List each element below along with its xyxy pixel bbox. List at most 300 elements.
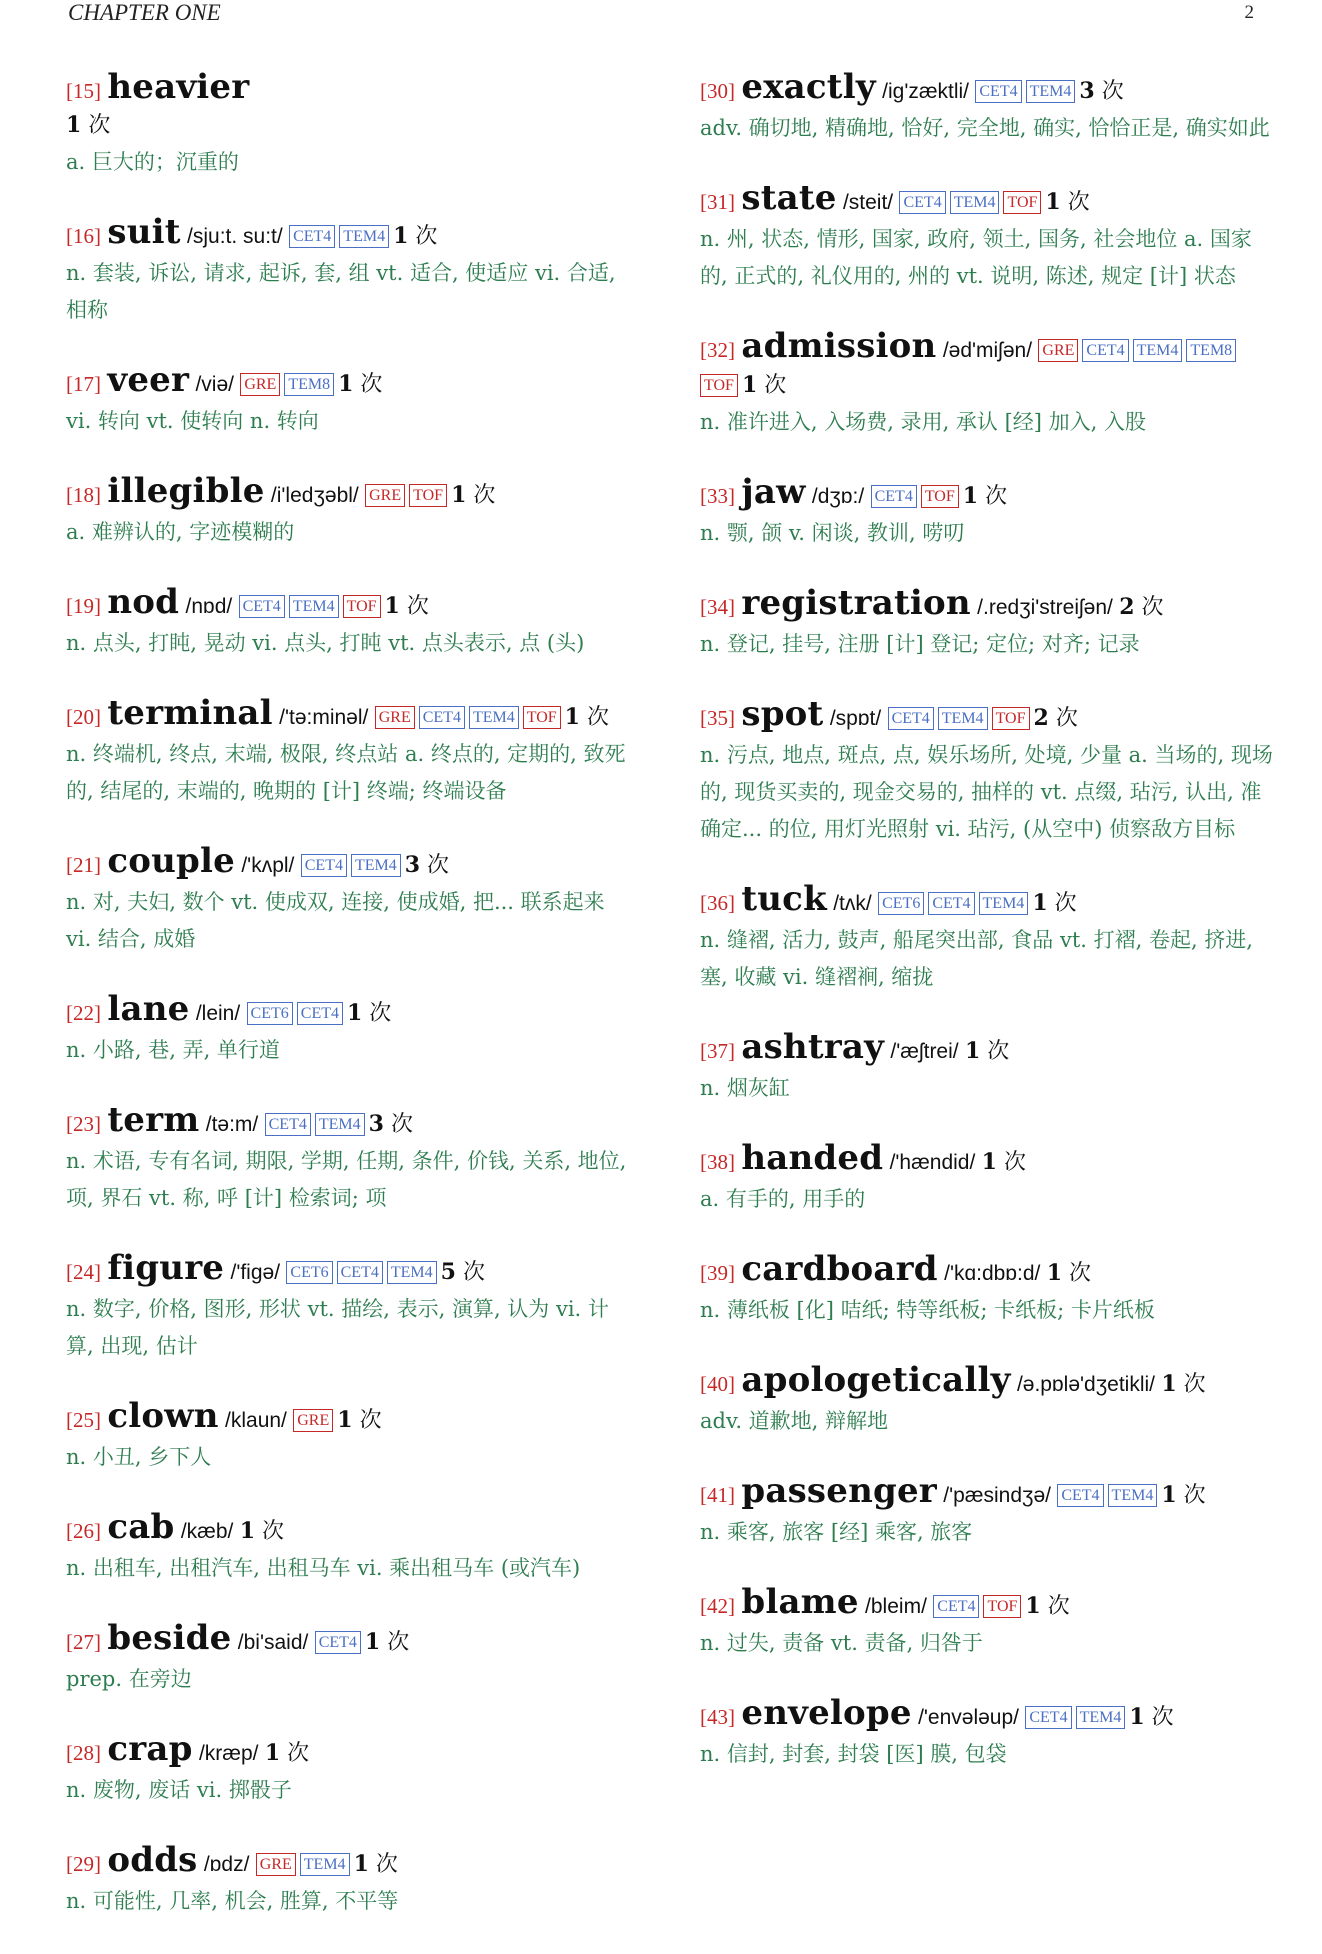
frequency: [1032, 891, 1076, 916]
frequency: [1047, 1261, 1091, 1286]
exam-tag-gre: GRE: [256, 1853, 296, 1876]
phonetic: /'tə:minəl/: [279, 706, 369, 729]
definition: n. 小丑, 乡下人: [66, 1445, 212, 1469]
entry-headline: [66, 360, 636, 402]
headword: registration: [741, 583, 971, 623]
frequency-count: 1: [1045, 189, 1061, 215]
entry-headline: [700, 1471, 1275, 1513]
headword: suit: [107, 212, 181, 252]
exam-tag-cet6: CET6: [286, 1261, 332, 1284]
exam-tag-tem4: TEM4: [300, 1853, 350, 1876]
entry-number: [30]: [700, 79, 735, 103]
frequency-count: 3: [368, 1111, 384, 1137]
entry-headline: [66, 989, 636, 1031]
exam-tag-gre: GRE: [293, 1409, 333, 1432]
frequency-unit: 次: [764, 373, 787, 398]
definition: vi. 转向 vt. 使转向 n. 转向: [66, 409, 319, 433]
vocab-entry: [700, 1693, 1275, 1773]
exam-tag-cet4: CET4: [1057, 1484, 1103, 1507]
exam-tag-cet6: CET6: [878, 892, 924, 915]
entry-headline: [66, 1729, 636, 1771]
phonetic: /dʒɒ:/: [811, 485, 865, 508]
definition: n. 对, 夫妇, 数个 vt. 使成双, 连接, 使成婚, 把... 联系起来 vi. 结合, 成婚: [66, 890, 605, 951]
frequency-count: 1: [346, 1000, 363, 1026]
vocab-entry: [66, 1840, 636, 1920]
frequency-unit: 次: [1003, 1150, 1026, 1175]
definition: n. 小路, 巷, 弄, 单行道: [66, 1038, 280, 1062]
entry-number: [43]: [700, 1705, 735, 1729]
vocab-entry: [700, 1582, 1275, 1662]
exam-tag-tem8: TEM8: [284, 373, 334, 396]
frequency: [1034, 706, 1078, 731]
phonetic: /tə:m/: [205, 1113, 259, 1136]
exam-tag-tem4: TEM4: [351, 854, 401, 877]
definition: n. 缝褶, 活力, 鼓声, 船尾突出部, 食品 vt. 打褶, 卷起, 挤进, 塞, 收藏 vi. 缝褶裥, 缩拢: [700, 928, 1253, 989]
exam-tag-cet4: CET4: [265, 1113, 311, 1136]
vocab-entry: [700, 1471, 1275, 1551]
exam-tag-cet4: CET4: [888, 707, 934, 730]
entry-number: [34]: [700, 595, 735, 619]
frequency-unit: 次: [359, 1408, 382, 1433]
entry-headline: [66, 1396, 636, 1438]
frequency-unit: 次: [473, 483, 496, 508]
phonetic: /bi'said/: [237, 1631, 309, 1654]
exam-tag-gre: GRE: [365, 484, 405, 507]
frequency: [365, 1630, 409, 1655]
frequency-count: 1: [964, 1038, 981, 1064]
frequency-unit: 次: [387, 1630, 410, 1655]
frequency-count: 1: [264, 1740, 281, 1766]
definition: n. 污点, 地点, 斑点, 点, 娱乐场所, 处境, 少量 a. 当场的, 现场的, 现货买卖的, 现金交易的, 抽样的 vt. 点缀, 玷污, 认出, 准确定... 的位, 用灯光照射 vi. 玷污, (从空中) 侦察敌方目标: [700, 743, 1273, 841]
frequency-count: 1: [1161, 1371, 1177, 1397]
frequency-unit: 次: [375, 1852, 398, 1877]
phonetic: /nɒd/: [185, 595, 233, 618]
vocab-entry: [700, 1027, 1275, 1107]
entry-number: [32]: [700, 338, 735, 362]
headword: exactly: [741, 67, 876, 107]
phonetic: /bleim/: [865, 1595, 927, 1618]
entry-number: [22]: [66, 1001, 101, 1025]
vocab-entry: [66, 1248, 636, 1365]
frequency: [393, 224, 437, 249]
entry-number: [17]: [66, 372, 101, 396]
frequency-unit: 次: [1151, 1705, 1174, 1730]
frequency-count: 1: [1129, 1704, 1145, 1730]
entry-number: [31]: [700, 190, 735, 214]
page-header: [68, 0, 1254, 30]
phonetic: /'æʃtrei/: [890, 1040, 959, 1063]
entry-number: [33]: [700, 484, 735, 508]
frequency: [965, 1039, 1009, 1064]
phonetic: /'pæsindʒə/: [943, 1484, 1051, 1507]
exam-tag-tof: TOF: [700, 374, 738, 397]
frequency-count: 5: [440, 1259, 456, 1285]
frequency-unit: 次: [427, 853, 450, 878]
frequency: [265, 1741, 309, 1766]
vocab-entry: [66, 1507, 636, 1587]
vocab-entry: [66, 841, 636, 958]
exam-tag-cet4: CET4: [975, 80, 1021, 103]
definition: n. 术语, 专有名词, 期限, 学期, 任期, 条件, 价钱, 关系, 地位, 项, 界石 vt. 称, 呼 [计] 检索词; 项: [66, 1149, 627, 1210]
frequency-count: 3: [1079, 78, 1095, 104]
headword: couple: [107, 841, 235, 881]
headword: figure: [107, 1248, 225, 1288]
vocab-entry: [700, 67, 1275, 147]
vocab-entry: [700, 583, 1275, 663]
definition: n. 点头, 打盹, 晃动 vi. 点头, 打盹 vt. 点头表示, 点 (头): [66, 631, 585, 655]
entry-headline: [700, 1693, 1275, 1735]
phonetic: /'kɑ:dbɒ:d/: [944, 1262, 1041, 1285]
vocab-entry: [700, 178, 1275, 295]
exam-tag-tof: TOF: [409, 484, 447, 507]
vocab-entry: [66, 212, 636, 329]
definition: n. 信封, 封套, 封袋 [医] 膜, 包袋: [700, 1742, 1007, 1766]
frequency-unit: 次: [1047, 1594, 1070, 1619]
frequency: [1161, 1372, 1205, 1397]
phonetic: /spɒt/: [829, 707, 882, 730]
entry-headline: [66, 841, 636, 883]
exam-tag-cet4: CET4: [315, 1631, 361, 1654]
definition: n. 烟灰缸: [700, 1076, 790, 1100]
vocab-entry: [66, 67, 636, 181]
entry-number: [16]: [66, 224, 101, 248]
exam-tag-cet4: CET4: [928, 892, 974, 915]
headword: passenger: [741, 1471, 937, 1511]
phonetic: /ɒdz/: [203, 1853, 250, 1876]
exam-tag-gre: GRE: [375, 706, 415, 729]
phonetic: /tʌk/: [833, 892, 872, 915]
entry-headline: [700, 178, 1275, 220]
entry-number: [26]: [66, 1519, 101, 1543]
headword: illegible: [107, 471, 265, 511]
entry-headline: [66, 582, 636, 624]
frequency-count: 1: [364, 1629, 381, 1655]
frequency-unit: 次: [1067, 190, 1090, 215]
entry-number: [15]: [66, 79, 101, 103]
frequency-unit: 次: [1183, 1372, 1206, 1397]
phonetic: /kræp/: [198, 1742, 259, 1765]
headword: terminal: [107, 693, 273, 733]
entry-number: [37]: [700, 1039, 735, 1063]
exam-tag-tof: TOF: [343, 595, 381, 618]
vocab-entry: [66, 471, 636, 551]
frequency-count: 1: [393, 223, 409, 249]
frequency: [1025, 1594, 1069, 1619]
frequency-count: 1: [384, 593, 400, 619]
headword: cardboard: [741, 1249, 938, 1289]
frequency: [1119, 595, 1163, 620]
vocab-entry: [66, 1396, 636, 1476]
frequency-unit: 次: [1069, 1261, 1092, 1286]
entry-number: [40]: [700, 1372, 735, 1396]
exam-tag-tof: TOF: [983, 1595, 1021, 1618]
frequency-count: 3: [404, 852, 421, 878]
headword: blame: [741, 1582, 859, 1622]
phonetic: /.redʒi'streiʃən/: [977, 596, 1113, 619]
exam-tag-tem4: TEM4: [315, 1113, 365, 1136]
frequency-unit: 次: [369, 1001, 392, 1026]
frequency: [963, 484, 1007, 509]
definition: n. 登记, 挂号, 注册 [计] 登记; 定位; 对齐; 记录: [700, 632, 1140, 656]
exam-tag-cet4: CET4: [337, 1261, 383, 1284]
entry-number: [42]: [700, 1594, 735, 1618]
definition: n. 薄纸板 [化] 咭纸; 特等纸板; 卡纸板; 卡片纸板: [700, 1298, 1155, 1322]
phonetic: /'hændid/: [889, 1151, 976, 1174]
frequency: [354, 1852, 398, 1877]
exam-tag-cet4: CET4: [899, 191, 945, 214]
frequency-unit: 次: [1183, 1483, 1206, 1508]
vocab-entry: [66, 693, 636, 810]
exam-tag-cet4: CET4: [1082, 339, 1128, 362]
exam-tag-cet4: CET4: [297, 1002, 343, 1025]
definition: a. 有手的, 用手的: [700, 1187, 866, 1211]
definition: prep. 在旁边: [66, 1667, 192, 1691]
entry-headline: [700, 326, 1275, 403]
entry-headline: [700, 879, 1275, 921]
entry-number: [28]: [66, 1741, 101, 1765]
headword: crap: [107, 1729, 193, 1769]
frequency-count: 1: [1032, 890, 1048, 916]
headword: tuck: [741, 879, 827, 919]
exam-tag-tem4: TEM4: [938, 707, 988, 730]
frequency-unit: 次: [287, 1741, 310, 1766]
entry-number: [35]: [700, 706, 735, 730]
entry-number: [41]: [700, 1483, 735, 1507]
phonetic: /ə.pɒlə'dʒetikli/: [1016, 1373, 1155, 1396]
entry-headline: [700, 1138, 1275, 1180]
definition: n. 可能性, 几率, 机会, 胜算, 不平等: [66, 1889, 399, 1913]
phonetic: /i'ledʒəbl/: [270, 484, 359, 507]
left-column: [66, 67, 636, 1954]
frequency-count: 2: [1033, 705, 1049, 731]
entry-headline: [700, 583, 1275, 625]
exam-tag-tof: TOF: [1003, 191, 1041, 214]
frequency-unit: 次: [88, 113, 111, 138]
entry-headline: [66, 471, 636, 513]
headword: veer: [107, 360, 190, 400]
frequency: [441, 1260, 485, 1285]
entry-number: [25]: [66, 1408, 101, 1432]
entry-headline: [66, 1840, 636, 1882]
entry-headline: [66, 67, 636, 108]
frequency-unit: 次: [360, 372, 383, 397]
phonetic: /əd'miʃən/: [942, 339, 1033, 362]
headword: nod: [107, 582, 180, 622]
frequency-count: 2: [1119, 594, 1135, 620]
exam-tag-tof: TOF: [921, 485, 959, 508]
vocab-entry: [66, 360, 636, 440]
frequency-unit: 次: [586, 705, 609, 730]
definition: adv. 确切地, 精确地, 恰好, 完全地, 确实, 恰恰正是, 确实如此: [700, 116, 1270, 140]
exam-tag-cet4: CET4: [301, 854, 347, 877]
frequency: [565, 705, 609, 730]
frequency: [66, 113, 110, 138]
frequency-unit: 次: [1054, 891, 1077, 916]
definition: n. 废物, 废话 vi. 掷骰子: [66, 1778, 292, 1802]
entry-number: [38]: [700, 1150, 735, 1174]
frequency: [338, 372, 382, 397]
exam-tag-tem8: TEM8: [1186, 339, 1236, 362]
frequency: [240, 1519, 284, 1544]
headword: handed: [741, 1138, 884, 1178]
frequency: [385, 594, 429, 619]
entry-number: [19]: [66, 594, 101, 618]
entry-number: [29]: [66, 1852, 101, 1876]
exam-tag-tem4: TEM4: [289, 595, 339, 618]
frequency: [337, 1408, 381, 1433]
chapter-title: CHAPTER ONE: [68, 0, 221, 25]
frequency-count: 1: [741, 372, 758, 398]
frequency-unit: 次: [462, 1260, 485, 1285]
entry-headline: [700, 67, 1275, 109]
entry-number: [24]: [66, 1260, 101, 1284]
frequency-line: [66, 108, 636, 143]
exam-tag-tem4: TEM4: [1076, 1706, 1126, 1729]
entry-headline: [700, 694, 1275, 736]
page-number: 2: [1244, 2, 1254, 23]
entry-headline: [700, 472, 1275, 514]
definition: a. 巨大的；沉重的: [66, 150, 239, 174]
headword: odds: [107, 1840, 198, 1880]
phonetic: /sju:t. su:t/: [187, 225, 283, 248]
right-column: [700, 67, 1275, 1807]
frequency-count: 1: [353, 1851, 369, 1877]
exam-tag-tem4: TEM4: [469, 706, 519, 729]
entry-headline: [700, 1249, 1275, 1291]
frequency-count: 1: [1161, 1482, 1177, 1508]
definition: n. 准许进入, 入场费, 录用, 承认 [经] 加入, 入股: [700, 410, 1147, 434]
frequency-count: 1: [337, 1407, 353, 1433]
headword: heavier: [107, 67, 250, 107]
definition: n. 终端机, 终点, 末端, 极限, 终点站 a. 终点的, 定期的, 致死的, 结尾的, 末端的, 晚期的 [计] 终端; 终端设备: [66, 742, 626, 803]
frequency-unit: 次: [262, 1519, 285, 1544]
entry-number: [20]: [66, 705, 101, 729]
vocab-entry: [700, 472, 1275, 552]
exam-tag-tem4: TEM4: [979, 892, 1029, 915]
exam-tag-cet4: CET4: [1025, 1706, 1071, 1729]
headword: jaw: [741, 472, 806, 512]
entry-number: [36]: [700, 891, 735, 915]
headword: ashtray: [741, 1027, 885, 1067]
exam-tag-cet4: CET4: [871, 485, 917, 508]
exam-tag-cet4: CET4: [289, 225, 335, 248]
headword: envelope: [741, 1693, 912, 1733]
frequency-count: 1: [962, 483, 979, 509]
frequency-unit: 次: [987, 1039, 1010, 1064]
exam-tag-tem4: TEM4: [1133, 339, 1183, 362]
vocab-entry: [66, 1618, 636, 1698]
frequency-count: 1: [564, 704, 580, 730]
exam-tag-cet4: CET4: [419, 706, 465, 729]
frequency-count: 1: [451, 482, 467, 508]
headword: term: [107, 1100, 200, 1140]
entry-headline: [66, 1507, 636, 1549]
headword: lane: [107, 989, 190, 1029]
definition: a. 难辨认的, 字迹模糊的: [66, 520, 295, 544]
vocab-entry: [66, 1729, 636, 1809]
phonetic: /'figə/: [230, 1261, 281, 1284]
vocab-entry: [66, 989, 636, 1069]
headword: clown: [107, 1396, 219, 1436]
vocab-entry: [700, 326, 1275, 441]
frequency-count: 1: [1046, 1260, 1063, 1286]
definition: n. 出租车, 出租汽车, 出租马车 vi. 乘出租马车 (或汽车): [66, 1556, 581, 1580]
frequency: [405, 853, 449, 878]
frequency-unit: 次: [406, 594, 429, 619]
frequency: [369, 1112, 413, 1137]
frequency-count: 1: [338, 371, 354, 397]
definition: n. 套装, 诉讼, 请求, 起诉, 套, 组 vt. 适合, 使适应 vi. 合适, 相称: [66, 261, 616, 322]
frequency-count: 1: [239, 1518, 256, 1544]
entry-headline: [66, 1100, 636, 1142]
definition: adv. 道歉地, 辩解地: [700, 1409, 889, 1433]
vocab-entry: [700, 1360, 1275, 1440]
entry-headline: [700, 1027, 1275, 1069]
exam-tag-cet6: CET6: [247, 1002, 293, 1025]
exam-tag-cet4: CET4: [933, 1595, 979, 1618]
entry-headline: [700, 1582, 1275, 1624]
exam-tag-tof: TOF: [992, 707, 1030, 730]
headword: admission: [741, 326, 937, 366]
exam-tag-tem4: TEM4: [339, 225, 389, 248]
frequency: [1161, 1483, 1205, 1508]
exam-tag-tof: TOF: [523, 706, 561, 729]
headword: beside: [107, 1618, 232, 1658]
definition: n. 州, 状态, 情形, 国家, 政府, 领土, 国务, 社会地位 a. 国家的, 正式的, 礼仪用的, 州的 vt. 说明, 陈述, 规定 [计] 状态: [700, 227, 1252, 288]
entry-headline: [66, 1618, 636, 1660]
entry-number: [39]: [700, 1261, 735, 1285]
frequency-unit: 次: [415, 224, 438, 249]
phonetic: /kæb/: [180, 1520, 234, 1543]
frequency-unit: 次: [985, 484, 1008, 509]
frequency-count: 1: [1025, 1593, 1041, 1619]
phonetic: /'kʌpl/: [241, 854, 295, 877]
frequency: [1129, 1705, 1173, 1730]
frequency: [982, 1150, 1026, 1175]
entry-number: [21]: [66, 853, 101, 877]
frequency: [742, 373, 786, 398]
vocab-entry: [700, 879, 1275, 996]
frequency: [1079, 79, 1123, 104]
phonetic: /viə/: [195, 373, 234, 396]
headword: spot: [741, 694, 824, 734]
frequency-count: 1: [981, 1149, 997, 1175]
entry-headline: [66, 1248, 636, 1290]
vocab-entry: [66, 1100, 636, 1217]
headword: cab: [107, 1507, 175, 1547]
entry-number: [18]: [66, 483, 101, 507]
frequency: [1045, 190, 1089, 215]
exam-tag-tem4: TEM4: [950, 191, 1000, 214]
vocab-entry: [700, 1249, 1275, 1329]
phonetic: /klaun/: [225, 1409, 287, 1432]
frequency: [347, 1001, 391, 1026]
exam-tag-tem4: TEM4: [1026, 80, 1076, 103]
phonetic: /ig'zæktli/: [882, 80, 970, 103]
phonetic: /lein/: [195, 1002, 241, 1025]
vocab-entry: [700, 694, 1275, 848]
frequency: [451, 483, 495, 508]
exam-tag-gre: GRE: [1038, 339, 1078, 362]
vocab-entry: [700, 1138, 1275, 1218]
exam-tag-tem4: TEM4: [387, 1261, 437, 1284]
headword: state: [741, 178, 837, 218]
definition: n. 颚, 颌 v. 闲谈, 教训, 唠叨: [700, 521, 965, 545]
entry-headline: [66, 693, 636, 735]
entry-number: [27]: [66, 1630, 101, 1654]
vocab-entry: [66, 582, 636, 662]
exam-tag-gre: GRE: [240, 373, 280, 396]
